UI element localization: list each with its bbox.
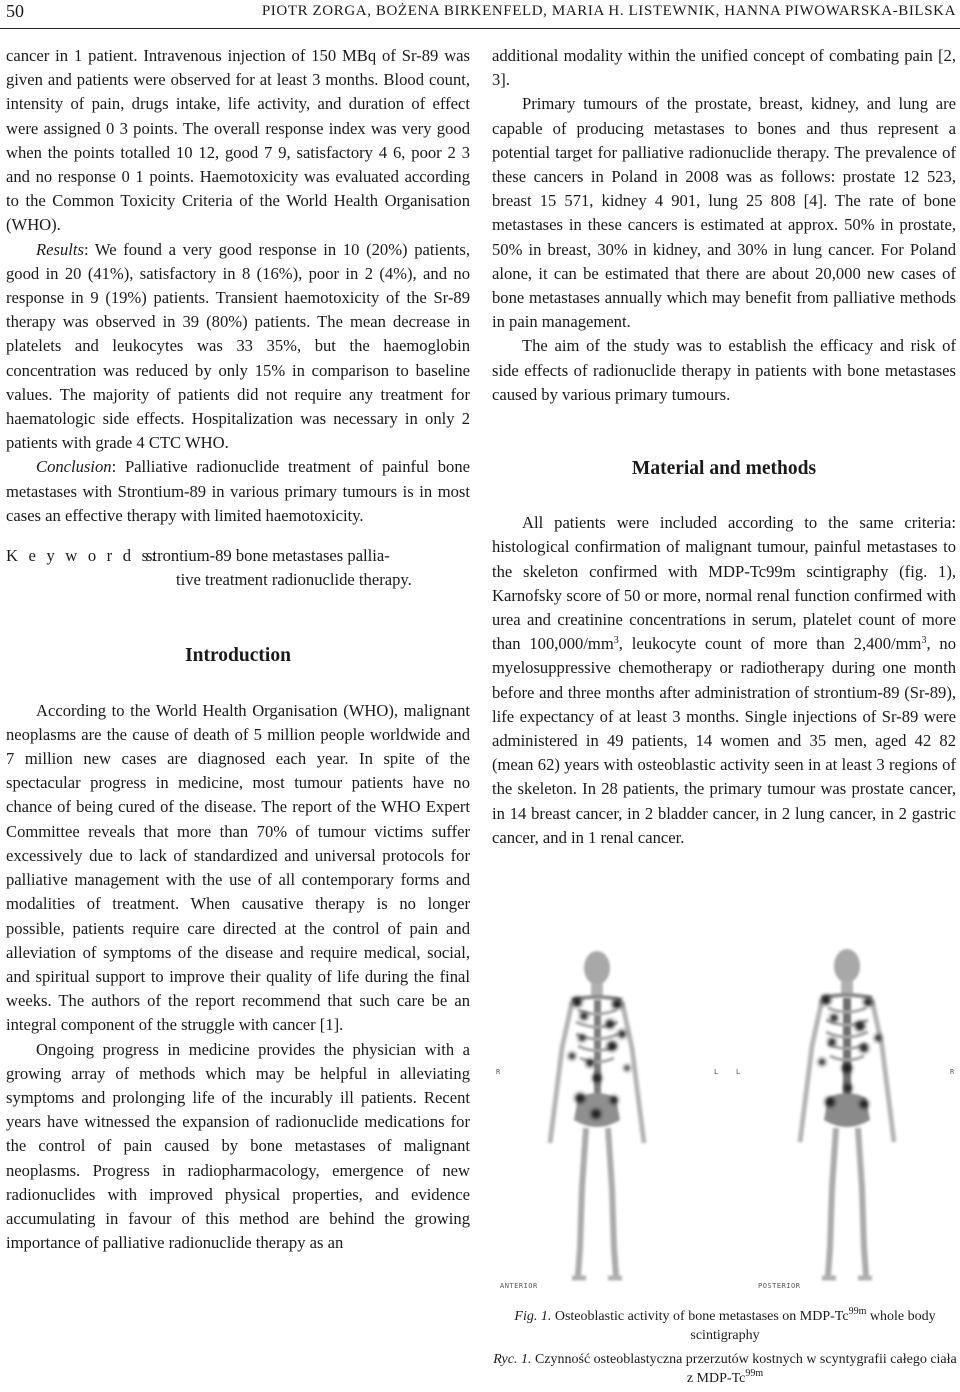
- superscript-3: 3: [613, 635, 619, 647]
- figure-caption-english: [492, 1307, 958, 1345]
- results-label: Results: [36, 239, 84, 259]
- figure-caption-polish: [492, 1350, 958, 1388]
- caption-label: Fig. 1.: [514, 1309, 552, 1324]
- keywords-line-2: tive treatment radionuclide therapy.: [176, 570, 412, 590]
- superscript-3: 3: [921, 635, 927, 647]
- caption-text: Osteoblastic activity of bone metastases on MDP-Tc: [551, 1309, 849, 1324]
- caption-text-tail: whole body scintigraphy: [690, 1309, 936, 1343]
- scintigraphy-figure: [492, 938, 958, 1294]
- abstract-conclusion: [6, 455, 470, 528]
- page-number: 50: [6, 1, 24, 21]
- introduction-paragraph-3: Primary tumours of the prostate, breast, kidney, and lung are capable of producing metastases to bones and thus represent a potential target for palliative radionuclide therapy. The prevalence of these cancers in Poland in 2008 was as follows: prostate 12 523, breast 15 571, kidney 4 901, lung 25 808 [4]. The rate of bone metastases in these cancers is estimated at approx. 50% in prostate, 50% in breast, 30% in kidney, and 30% in lung cancer. For Poland alone, it can be estimated that there are about 20,000 new cases of bone metastases annually which may benefit from palliative methods in pain management.: [492, 94, 956, 332]
- left-column: [6, 44, 470, 1255]
- running-head-authors: PIOTR ZORGA, BOŻENA BIRKENFELD, MARIA H. LISTEWNIK, HANNA PIWOWARSKA-BILSKA: [261, 3, 956, 19]
- caption-label: Ryc. 1.: [493, 1352, 532, 1367]
- caption-superscript: 99m: [745, 1368, 764, 1379]
- caption-text: Czynność osteoblastyczna przerzutów kostnych w scyntygrafii całego ciała z MDP-Tc: [531, 1352, 957, 1386]
- abstract-results: [6, 238, 470, 456]
- methods-heading: Material and methods: [631, 458, 817, 480]
- keywords-text: [146, 544, 470, 592]
- figure-label-anterior: ANTERIOR: [500, 1282, 538, 1290]
- keywords-label: K e y w o r d s:: [6, 546, 160, 566]
- figure-label-r: R: [950, 1068, 955, 1076]
- figure-label-posterior: POSTERIOR: [758, 1282, 801, 1290]
- introduction-paragraph-2-continued: additional modality within the unified concept of combating pain [2, 3].: [492, 46, 956, 90]
- methods-text-c: , no myelosuppressive chemotherapy or radiotherapy during one month before and three months after administration of strontium-89 (Sr-89), life expectancy of at least 3 months. Single injections of Sr-89 were administered in 49 patients, 14 women and 35 men, aged 42 82 (mean 62) years with osteoblastic activity seen in at least 3 regions of the skeleton. In 28 patients, the primary tumour was prostate cancer, in 14 breast cancer, in 2 bladder cancer, in 2 lung cancer, in 2 gastric cancer, and in 1 renal cancer.: [492, 634, 956, 847]
- introduction-paragraph-4: The aim of the study was to establish the efficacy and risk of side effects of radionuclide therapy in patients with bone metastases caused by various primary tumours.: [492, 336, 956, 404]
- keywords: [6, 544, 470, 592]
- bone-scan-image: [492, 938, 958, 1294]
- figure-label-l: L: [714, 1068, 719, 1076]
- page-header: [0, 0, 960, 29]
- methods-text-b: , leukocyte count of more than 2,400/mm: [618, 634, 922, 654]
- figure-label-r: R: [496, 1068, 501, 1076]
- caption-superscript: 99m: [848, 1306, 867, 1317]
- conclusion-text: : Palliative radionuclide treatment of painful bone metastases with Strontium-89 in various primary tumours is in most cases an effective therapy with limited haemotoxicity.: [6, 457, 470, 525]
- abstract-methods-continued: cancer in 1 patient. Intravenous injection of 150 MBq of Sr-89 was given and patients were observed for at least 3 months. Blood count, intensity of pain, drugs intake, life activity, and duration of effect were assigned 0 3 points. The overall response index was very good when the points totalled 10 12, good 7 9, satisfactory 4 6, poor 2 3 and no response 0 1 points. Haemotoxicity was evaluated according to the Common Toxicity Criteria of the World Health Organisation (WHO).: [6, 46, 470, 235]
- posterior-skeleton-scan: [800, 949, 894, 1278]
- introduction-heading: Introduction: [185, 645, 291, 667]
- methods-paragraph-1: [492, 511, 956, 850]
- results-text: : We found a very good response in 10 (20%) patients, good in 20 (41%), satisfactory in 8 (16%), poor in 2 (4%), and no response in 9 (19%) patients. Transient haemotoxicity of the Sr-89 therapy was observed in 39 (80%) patients. The mean decrease in platelets and leukocytes was 33 35%, but the haemoglobin concentration was reduced by only 15% in comparison to baseline values. The majority of patients did not require any treatment for haematologic side effects. Hospitalization was necessary in only 2 patients with grade 4 CTC WHO.: [6, 239, 470, 453]
- conclusion-label: Conclusion: [36, 457, 112, 477]
- keywords-line-1: strontium-89 bone metastases pallia-: [146, 546, 390, 566]
- introduction-paragraph-1: According to the World Health Organisation (WHO), malignant neoplasms are the cause of death of 5 million people worldwide and 7 million new cases are diagnosed each year. In spite of the spectacular progress in medicine, most tumour patients have no chance of being cured of the disease. The report of the WHO Expert Committee reveals that more than 70% of tumour victims suffer excessively due to lack of standardized and universal protocols for palliative management with the use of all contemporary forms and modalities of treatment. When causative therapy is no longer possible, patients require care directed at the control of pain and alleviation of symptoms of the disease and require medical, social, and spiritual support to improve their quality of life during the final weeks. The authors of the report recommend that such care be an integral component of the struggle with cancer [1].: [6, 700, 470, 1035]
- right-column: [492, 44, 956, 850]
- methods-text-a: All patients were included according to the same criteria: histological confirmation of malignant tumour, painful metastases to the skeleton confirmed with MDP-Tc99m scintigraphy (fig. 1), Karnofsky score of 50 or more, normal renal function confirmed with urea and creatinine concentrations in serum, platelet count of more than 100,000/mm: [492, 513, 956, 654]
- introduction-paragraph-2: Ongoing progress in medicine provides the physician with a growing array of methods which may be helpful in alleviating symptoms and prolonging life of the incurably ill patients. Recent years have witnessed the expansion of radionuclide medications for the control of pain caused by bone metastases of malignant neoplasms. Progress in radiopharmacology, emergence of new radionuclides with improved physical properties, and evidence accumulating in favour of this method are behind the growing importance of palliative radionuclide therapy as an: [6, 1039, 470, 1253]
- figure-label-l: L: [736, 1068, 741, 1076]
